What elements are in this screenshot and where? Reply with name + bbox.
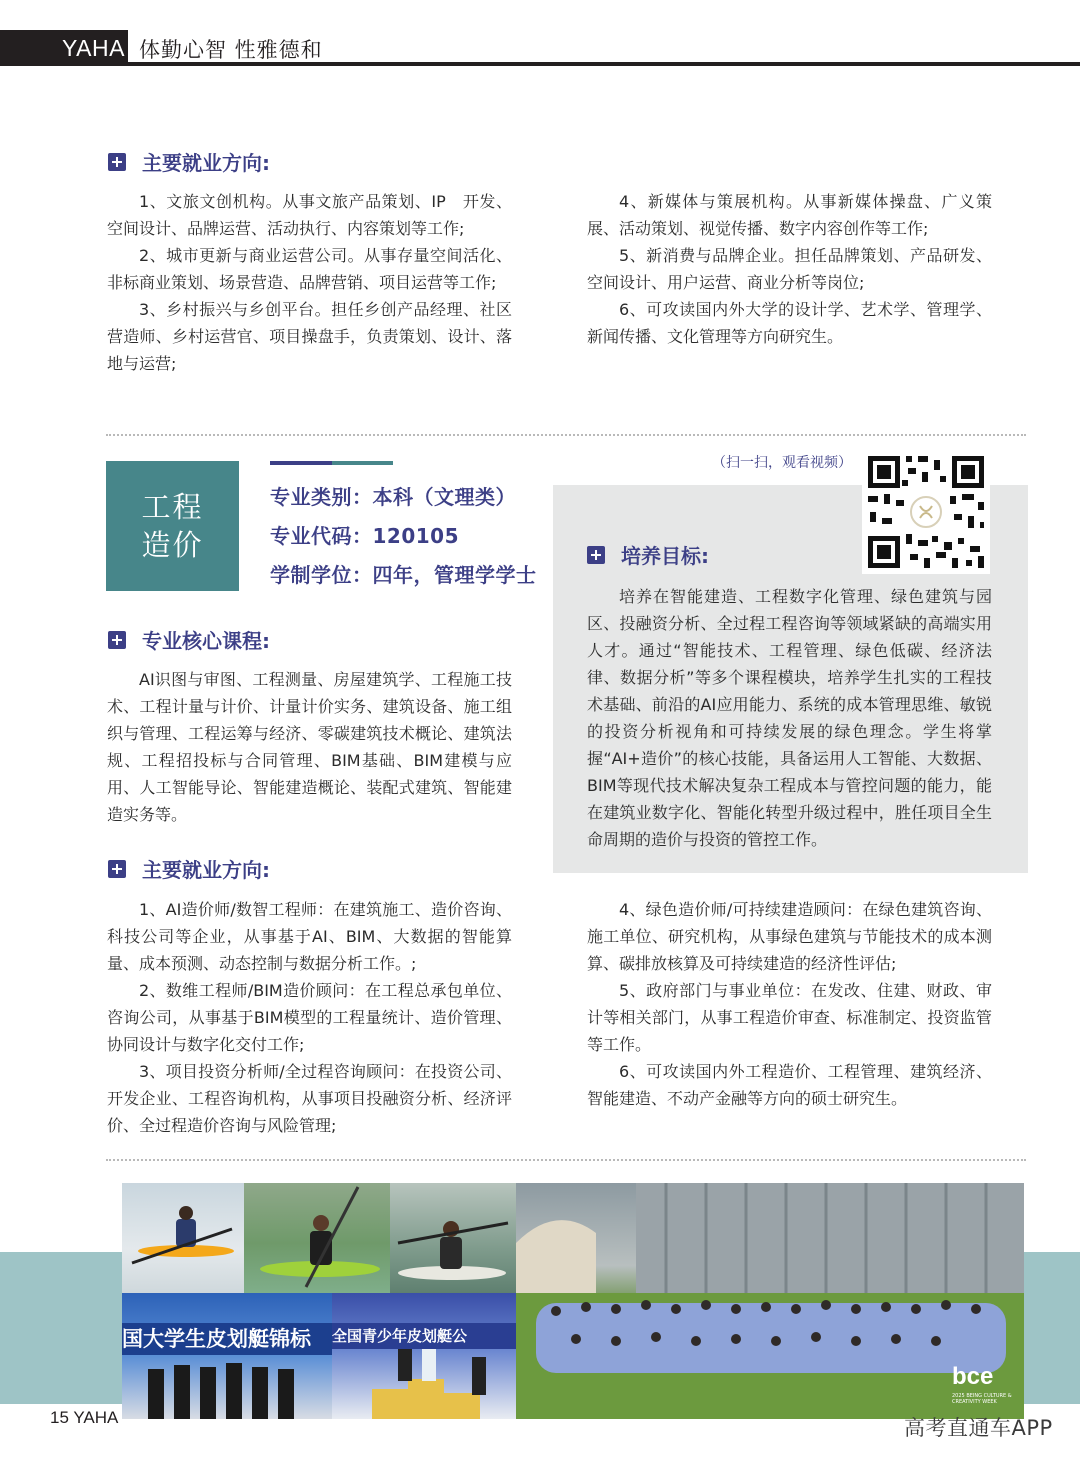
- employment-item: 6、可攻读国内外工程造价、工程管理、建筑经济、智能建造、不动产金融等方向的硕士研究生。: [587, 1062, 992, 1108]
- major-degree: 学制学位：四年，管理学学士: [270, 563, 537, 587]
- podium-photo: [332, 1293, 516, 1419]
- teal-band: [1024, 1252, 1080, 1404]
- employment-item: 3、项目投资分析师/全过程咨询顾问：在投资公司、开发企业、工程咨询机构，从事项目投融资分析、经济评价、全过程造价咨询与风险管理;: [107, 1062, 512, 1135]
- major-name: 工程: [141, 490, 204, 524]
- qr-code-icon: [862, 450, 990, 574]
- group-photo: [516, 1183, 1024, 1419]
- header-rule: [128, 62, 1080, 66]
- employment-item: 3、乡村振兴与乡创平台。担任乡创产品经理、社区营造师、乡村运营官、项目操盘手，负责策划、设计、落地与运营;: [107, 300, 512, 373]
- kayak-illustration: [122, 1183, 244, 1293]
- employment-item: 1、AI造价师/数智工程师：在建筑施工、造价咨询、科技公司等企业，从事基于AI、BIM、大数据的智能算量、成本预测、动态控制与数据分析工作。;: [107, 900, 512, 973]
- plus-icon: [587, 546, 605, 564]
- plus-icon: [108, 631, 126, 649]
- goal-paragraph: 培养在智能建造、工程数字化管理、绿色建筑与园区、投融资分析、全过程工程咨询等领域紧缺的高端实用人才。通过“智能技术、工程管理、绿色低碳、经济法律、数据分析”等多个课程模块，培养学生扎实的工程技术基础、前沿的AI应用能力、系统的成本管理思维、敏锐的投资分析视角和可持续发展的绿色理念。学生将掌握“AI+造价”的核心技能，具备运用人工智能、大数据、BIM等现代技术解决复杂工程成本与管控问题的能力，能在建筑业数字化、智能化转型升级过程中，胜任项目全生命周期的造价与投资的管控工作。: [587, 587, 992, 849]
- bce-logo: bce: [952, 1363, 994, 1390]
- employment-item: 4、绿色造价师/可持续建造顾问：在绿色建筑咨询、施工单位、研究机构，从事绿色建筑与节能技术的成本测算、碳排放核算及可持续建造的经济性评估;: [587, 900, 992, 973]
- plus-icon: [108, 153, 126, 171]
- qr-caption: （扫一扫，观看视频）: [712, 455, 852, 471]
- page-number: 15 YAHA: [50, 1408, 119, 1427]
- employment-item: 2、数维工程师/BIM造价顾问：在工程总承包单位、咨询公司，从事基于BIM模型的工程量统计、造价管理、协同设计与数字化交付工作;: [107, 981, 512, 1054]
- kayak-photo: [390, 1183, 516, 1293]
- section-divider: [106, 434, 1026, 436]
- accent-bar: [332, 461, 393, 465]
- employment-heading-2: [108, 854, 270, 883]
- employment-right-2: [587, 896, 992, 1112]
- event-banner: 国大学生皮划艇锦标: [122, 1323, 332, 1355]
- teal-band: [0, 1252, 122, 1404]
- section-title: 主要就业方向:: [142, 151, 270, 175]
- major-category: 专业类别：本科（文理类）: [270, 485, 516, 509]
- watermark: 高考直通车APP: [904, 1416, 1053, 1440]
- employment-item: 4、新媒体与策展机构。从事新媒体操盘、广义策展、活动策划、视觉传播、数字内容创作等工作;: [587, 192, 992, 238]
- bce-logo-subtitle: 2025 BEING CULTURE & CREATIVITY WEEK: [952, 1393, 1012, 1405]
- employment-left-1: [107, 188, 512, 377]
- major-name: 造价: [141, 528, 204, 562]
- team-silhouettes: [122, 1355, 332, 1419]
- employment-item: 5、新消费与品牌企业。担任品牌策划、产品研发、空间设计、用户运营、商业分析等岗位;: [587, 246, 992, 292]
- employment-item: 1、文旅文创机构。从事文旅产品策划、IP 开发、空间设计、品牌运营、活动执行、内容策划等工作;: [107, 192, 512, 238]
- crowd-illustration: [516, 1183, 1024, 1419]
- header-brand: YAHA: [0, 30, 128, 66]
- employment-heading-1: [108, 147, 270, 176]
- podium-photo: [122, 1293, 332, 1419]
- qr-code[interactable]: [862, 450, 990, 574]
- courses-paragraph: AI识图与审图、工程测量、房屋建筑学、工程施工技术、工程计量与计价、计量计价实务、建筑设备、施工组织与管理、工程运筹与经济、零碳建筑技术概论、建筑法规、工程招投标与合同管理、BIM基础、BIM建模与应用、人工智能导论、智能建造概论、装配式建筑、智能建造实务等。: [107, 670, 512, 824]
- employment-item: 6、可攻读国内外大学的设计学、艺术学、管理学、新闻传播、文化管理等方向研究生。: [587, 300, 992, 346]
- employment-left-2: [107, 896, 512, 1139]
- goal-heading: [587, 540, 709, 569]
- courses-text: [107, 666, 512, 828]
- kayak-photo: [122, 1183, 244, 1293]
- section-divider: [106, 1159, 1026, 1161]
- section-title: 专业核心课程:: [142, 629, 270, 653]
- podium-illustration: [332, 1349, 516, 1419]
- kayak-illustration: [244, 1183, 390, 1293]
- section-title: 主要就业方向:: [142, 858, 270, 882]
- accent-bar: [270, 461, 332, 465]
- goal-text: [587, 583, 992, 853]
- employment-right-1: [587, 188, 992, 350]
- event-banner: 全国青少年皮划艇公: [332, 1323, 516, 1349]
- major-code: 专业代码：120105: [270, 524, 459, 548]
- section-title: 培养目标:: [621, 544, 709, 568]
- header-motto: 体勤心智 性雅德和: [139, 38, 323, 62]
- employment-item: 5、政府部门与事业单位：在发改、住建、财政、审计等相关部门，从事工程造价审查、标准制定、投资监管等工作。: [587, 981, 992, 1054]
- kayak-illustration: [390, 1183, 516, 1293]
- major-name-box: [106, 461, 239, 591]
- courses-heading: [108, 625, 270, 654]
- kayak-photo: [244, 1183, 390, 1293]
- employment-item: 2、城市更新与商业运营公司。从事存量空间活化、非标商业策划、场景营造、品牌营销、项目运营等工作;: [107, 246, 512, 292]
- plus-icon: [108, 860, 126, 878]
